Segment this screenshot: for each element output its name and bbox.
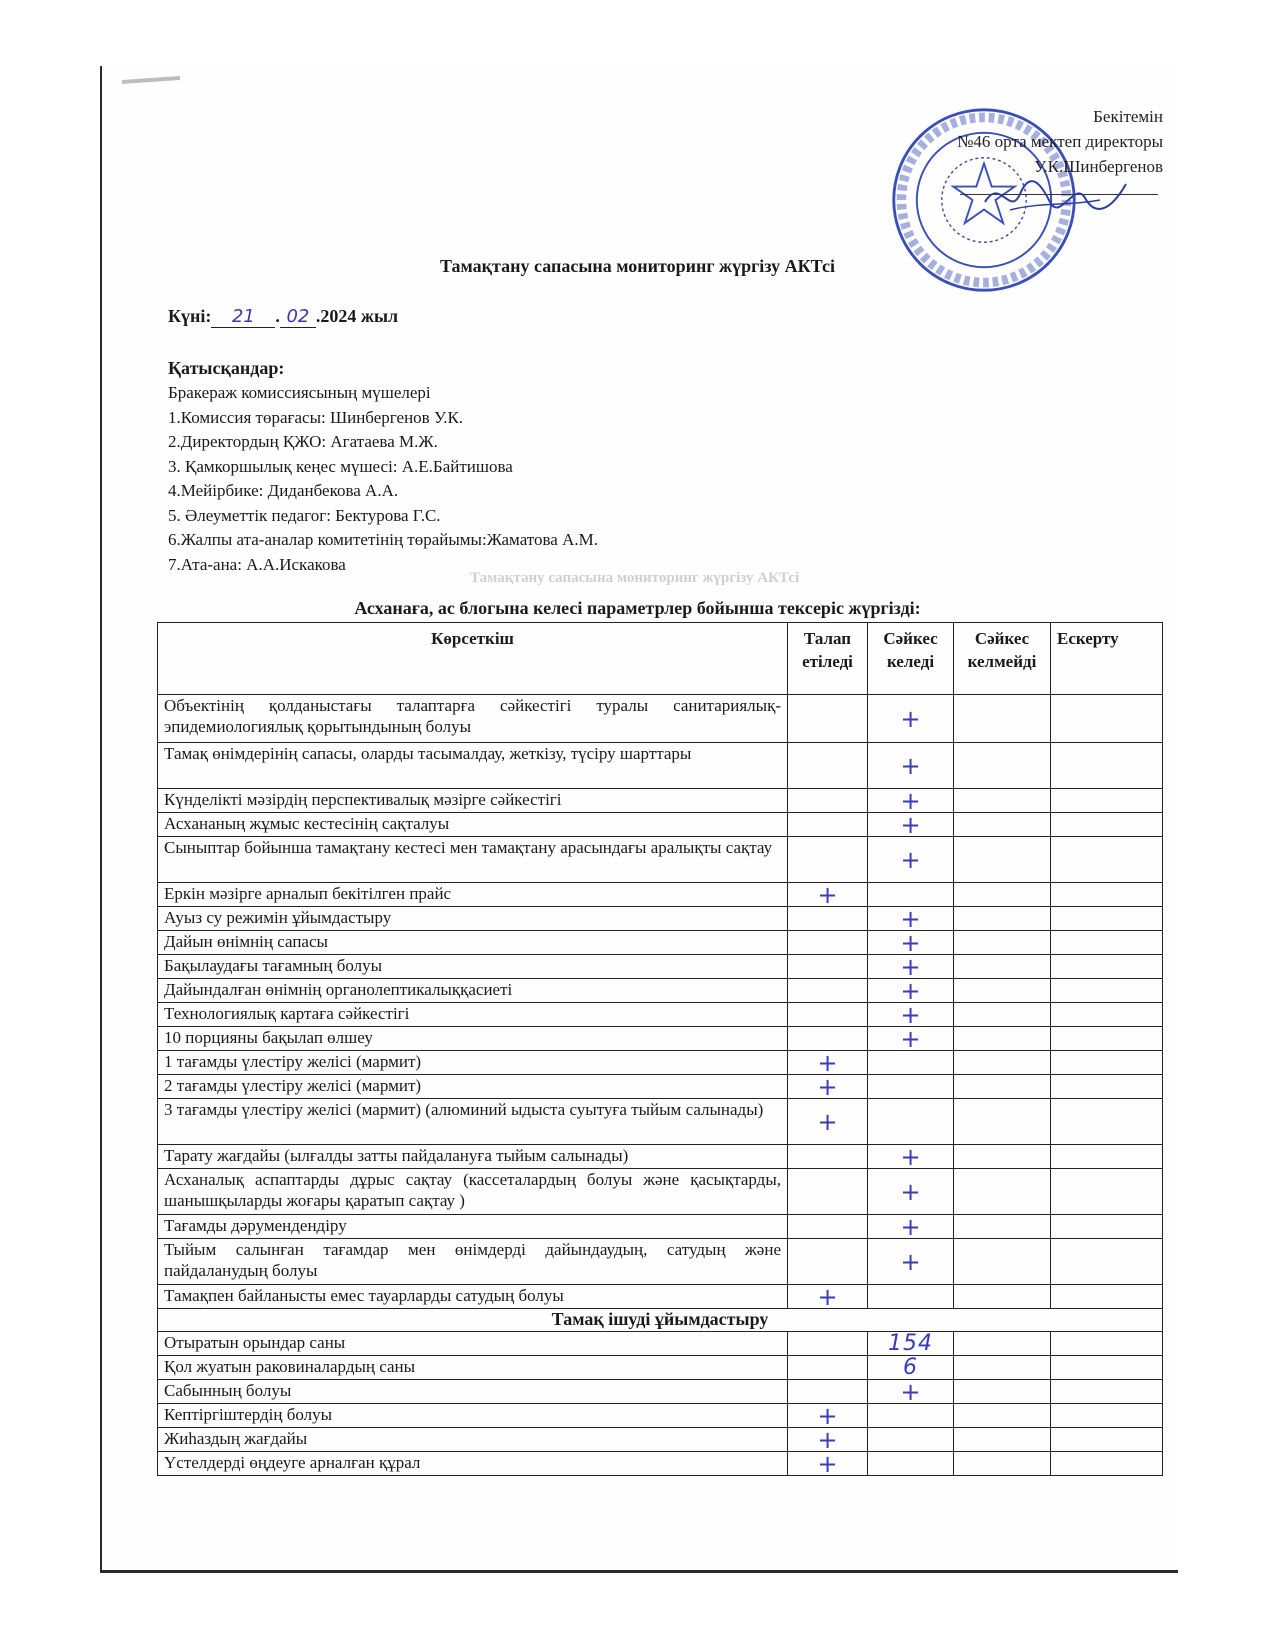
match-cell: + [868,1003,954,1027]
required-cell: + [788,1075,868,1099]
nomatch-cell [954,1332,1051,1356]
participants-list [168,381,598,577]
note-cell [1051,1428,1163,1452]
match-cell: + [868,789,954,813]
participant-item: 1.Комиссия төрағасы: Шинбергенов У.К. [168,407,464,427]
date-day: 21 [211,306,275,328]
table-row [158,979,1163,1003]
director-signature [980,172,1130,222]
table-row [158,1428,1163,1452]
required-cell [788,955,868,979]
nomatch-cell [954,1027,1051,1051]
match-cell: + [868,907,954,931]
note-cell [1051,695,1163,743]
note-cell [1051,743,1163,789]
table-row [158,695,1163,743]
match-cell: + [868,979,954,1003]
match-cell: 6 [868,1356,954,1380]
header-required: Талап етіледі [788,623,868,695]
participant-item: 3. Қамкоршылық кеңес мүшесі: А.Е.Байтишова [168,456,513,476]
required-cell [788,1380,868,1404]
note-cell [1051,1169,1163,1215]
note-cell [1051,931,1163,955]
match-cell [868,1075,954,1099]
required-cell [788,931,868,955]
nomatch-cell [954,1428,1051,1452]
date-suffix: .2024 жыл [315,306,399,326]
note-cell [1051,1145,1163,1169]
match-cell [868,1285,954,1309]
nomatch-cell [954,1239,1051,1285]
table-row [158,1075,1163,1099]
match-cell: + [868,743,954,789]
nomatch-cell [954,1145,1051,1169]
table-row [158,931,1163,955]
header-match: Сәйкес келеді [868,623,954,695]
required-cell [788,789,868,813]
table-row [158,1239,1163,1285]
required-cell [788,743,868,789]
indicator-cell: Тағамды дәрумендендіру [158,1215,788,1239]
required-cell [788,1356,868,1380]
match-cell: + [868,1145,954,1169]
approval-block [957,104,1163,179]
date-line: Күні: 21 . 02 .2024 жыл [168,306,399,327]
table-row [158,1452,1163,1476]
note-cell [1051,1285,1163,1309]
table-row [158,743,1163,789]
match-cell: + [868,813,954,837]
table-row [158,813,1163,837]
note-cell [1051,1404,1163,1428]
nomatch-cell [954,1215,1051,1239]
nomatch-cell [954,1169,1051,1215]
document-title: Тамақтану сапасына мониторинг жүргізу АКТсі [439,256,835,276]
table-title: Асханаға, ас блогына келесі параметрлер бойынша тексеріс жүргізді: [354,598,921,618]
participant-item: Бракераж комиссиясының мүшелері [168,383,431,402]
date-month: 02 [280,306,316,328]
header-note: Ескерту [1051,623,1163,695]
nomatch-cell [954,789,1051,813]
match-cell [868,1452,954,1476]
nomatch-cell [954,955,1051,979]
required-cell [788,837,868,883]
indicator-cell: 2 тағамды үлестіру желісі (мармит) [158,1075,788,1099]
indicator-cell: 3 тағамды үлестіру желісі (мармит) (алюминий ыдыста суытуға тыйым салынады) [158,1099,788,1145]
required-cell: + [788,1051,868,1075]
match-cell [868,1099,954,1145]
note-cell [1051,883,1163,907]
table-row [158,1215,1163,1239]
table-row [158,1332,1163,1356]
nomatch-cell [954,1380,1051,1404]
indicator-cell: 1 тағамды үлестіру желісі (мармит) [158,1051,788,1075]
indicator-cell: Еркін мәзірге арналып бекітілген прайс [158,883,788,907]
table-row [158,1356,1163,1380]
header-indicator: Көрсеткіш [158,623,788,695]
note-cell [1051,813,1163,837]
table-row [158,1003,1163,1027]
section-row [158,1309,1163,1332]
note-cell [1051,955,1163,979]
required-cell [788,979,868,1003]
table-row [158,1099,1163,1145]
match-cell: + [868,695,954,743]
indicator-cell: Ауыз су режимін ұйымдастыру [158,907,788,931]
table-row [158,1285,1163,1309]
required-cell [788,1332,868,1356]
indicator-cell: Асхананың жұмыс кестесінің сақталуы [158,813,788,837]
participants-heading: Қатысқандар: [168,358,285,378]
bleed-through-text: Тамақтану сапасына мониторинг жүргізу АКТсі [470,570,800,586]
participant-item: 5. Әлеуметтік педагог: Бектурова Г.С. [168,505,441,525]
note-cell [1051,1380,1163,1404]
note-cell [1051,1452,1163,1476]
section-title: Тамақ ішуді ұйымдастыру [158,1309,1163,1332]
note-cell [1051,1099,1163,1145]
indicator-cell: Жиһаздың жағдайы [158,1428,788,1452]
match-cell: + [868,1239,954,1285]
participant-item: 4.Мейірбике: Диданбекова А.А. [168,481,399,500]
nomatch-cell [954,907,1051,931]
note-cell [1051,1332,1163,1356]
table-row [158,1404,1163,1428]
match-cell: + [868,1380,954,1404]
table-row [158,883,1163,907]
match-cell [868,1404,954,1428]
note-cell [1051,1003,1163,1027]
required-cell [788,1027,868,1051]
nomatch-cell [954,743,1051,789]
approval-line-1: Бекітемін [1093,107,1163,126]
match-cell: 154 [868,1332,954,1356]
nomatch-cell [954,979,1051,1003]
nomatch-cell [954,695,1051,743]
required-cell: + [788,1404,868,1428]
note-cell [1051,789,1163,813]
required-cell [788,813,868,837]
nomatch-cell [954,1285,1051,1309]
nomatch-cell [954,1051,1051,1075]
match-cell: + [868,1169,954,1215]
nomatch-cell [954,837,1051,883]
required-cell: + [788,1428,868,1452]
table-row [158,789,1163,813]
indicator-cell: Объектінің қолданыстағы талаптарға сәйкестігі туралы санитариялық-эпидемиологиялық қорытындының болуы [158,695,788,743]
date-prefix: Күні: [168,306,212,326]
approval-line-2: №46 орта мектеп директоры [957,132,1163,151]
match-cell: + [868,1027,954,1051]
participant-item: 7.Ата-ана: А.А.Искакова [168,554,346,574]
indicator-cell: Сабынның болуы [158,1380,788,1404]
required-cell: + [788,1452,868,1476]
match-cell: + [868,931,954,955]
nomatch-cell [954,931,1051,955]
match-cell: + [868,955,954,979]
note-cell [1051,1051,1163,1075]
table-row [158,1169,1163,1215]
table-row [158,1145,1163,1169]
indicator-cell: Отыратын орындар саны [158,1332,788,1356]
participant-item: 6.Жалпы ата-аналар комитетінің төрайымы:Жаматова А.М. [168,530,598,549]
table-row [158,907,1163,931]
nomatch-cell [954,1003,1051,1027]
note-cell [1051,1215,1163,1239]
indicator-cell: Бақылаудағы тағамның болуы [158,955,788,979]
note-cell [1051,1239,1163,1285]
note-cell [1051,1356,1163,1380]
table-header-row [158,623,1163,695]
indicator-cell: Қол жуатын раковиналардың саны [158,1356,788,1380]
note-cell [1051,979,1163,1003]
nomatch-cell [954,1075,1051,1099]
required-cell [788,695,868,743]
indicator-cell: Дайындалған өнімнің органолептикалыққасиеті [158,979,788,1003]
table-row [158,1380,1163,1404]
header-nomatch: Сәйкес келмейді [954,623,1051,695]
required-cell: + [788,1099,868,1145]
indicator-cell: Тамақпен байланысты емес тауарларды сатудың болуы [158,1285,788,1309]
match-cell [868,1051,954,1075]
nomatch-cell [954,1404,1051,1428]
indicator-cell: Тыйым салынған тағамдар мен өнімдерді дайындаудың, сатудың және пайдаланудың болуы [158,1239,788,1285]
required-cell [788,1145,868,1169]
note-cell [1051,907,1163,931]
required-cell [788,1003,868,1027]
required-cell [788,1169,868,1215]
match-cell [868,883,954,907]
participant-item: 2.Директордың ҚЖО: Агатаева М.Ж. [168,432,438,451]
required-cell [788,1239,868,1285]
table-row [158,1051,1163,1075]
table-row [158,955,1163,979]
indicator-cell: Технологиялық картаға сәйкестігі [158,1003,788,1027]
required-cell [788,907,868,931]
nomatch-cell [954,1452,1051,1476]
indicator-cell: 10 порцияны бақылап өлшеу [158,1027,788,1051]
required-cell: + [788,883,868,907]
match-cell: + [868,837,954,883]
match-cell [868,1428,954,1452]
nomatch-cell [954,1356,1051,1380]
indicator-cell: Асханалық аспаптарды дұрыс сақтау (кассеталардың болуы және қасықтарды, шанышқыларды жоғары қаратып сақтау ) [158,1169,788,1215]
indicator-cell: Тарату жағдайы (ылғалды затты пайдалануға тыйым салынады) [158,1145,788,1169]
indicator-cell: Дайын өнімнің сапасы [158,931,788,955]
indicator-cell: Үстелдерді өңдеуге арналған құрал [158,1452,788,1476]
note-cell [1051,1027,1163,1051]
nomatch-cell [954,883,1051,907]
nomatch-cell [954,1099,1051,1145]
match-cell: + [868,1215,954,1239]
nomatch-cell [954,813,1051,837]
indicator-cell: Тамақ өнімдерінің сапасы, оларды тасымалдау, жеткізу, түсіру шарттары [158,743,788,789]
table-row [158,837,1163,883]
approval-line-3: У.К.Шинбергенов [1034,157,1163,176]
indicator-cell: Сыныптар бойынша тамақтану кестесі мен тамақтану арасындағы аралықты сақтау [158,837,788,883]
table-row [158,1027,1163,1051]
indicator-cell: Кептіргіштердің болуы [158,1404,788,1428]
indicator-cell: Күнделікті мәзірдің перспективалық мәзірге сәйкестігі [158,789,788,813]
note-cell [1051,837,1163,883]
required-cell: + [788,1285,868,1309]
inspection-table [157,622,1163,1476]
note-cell [1051,1075,1163,1099]
required-cell [788,1215,868,1239]
